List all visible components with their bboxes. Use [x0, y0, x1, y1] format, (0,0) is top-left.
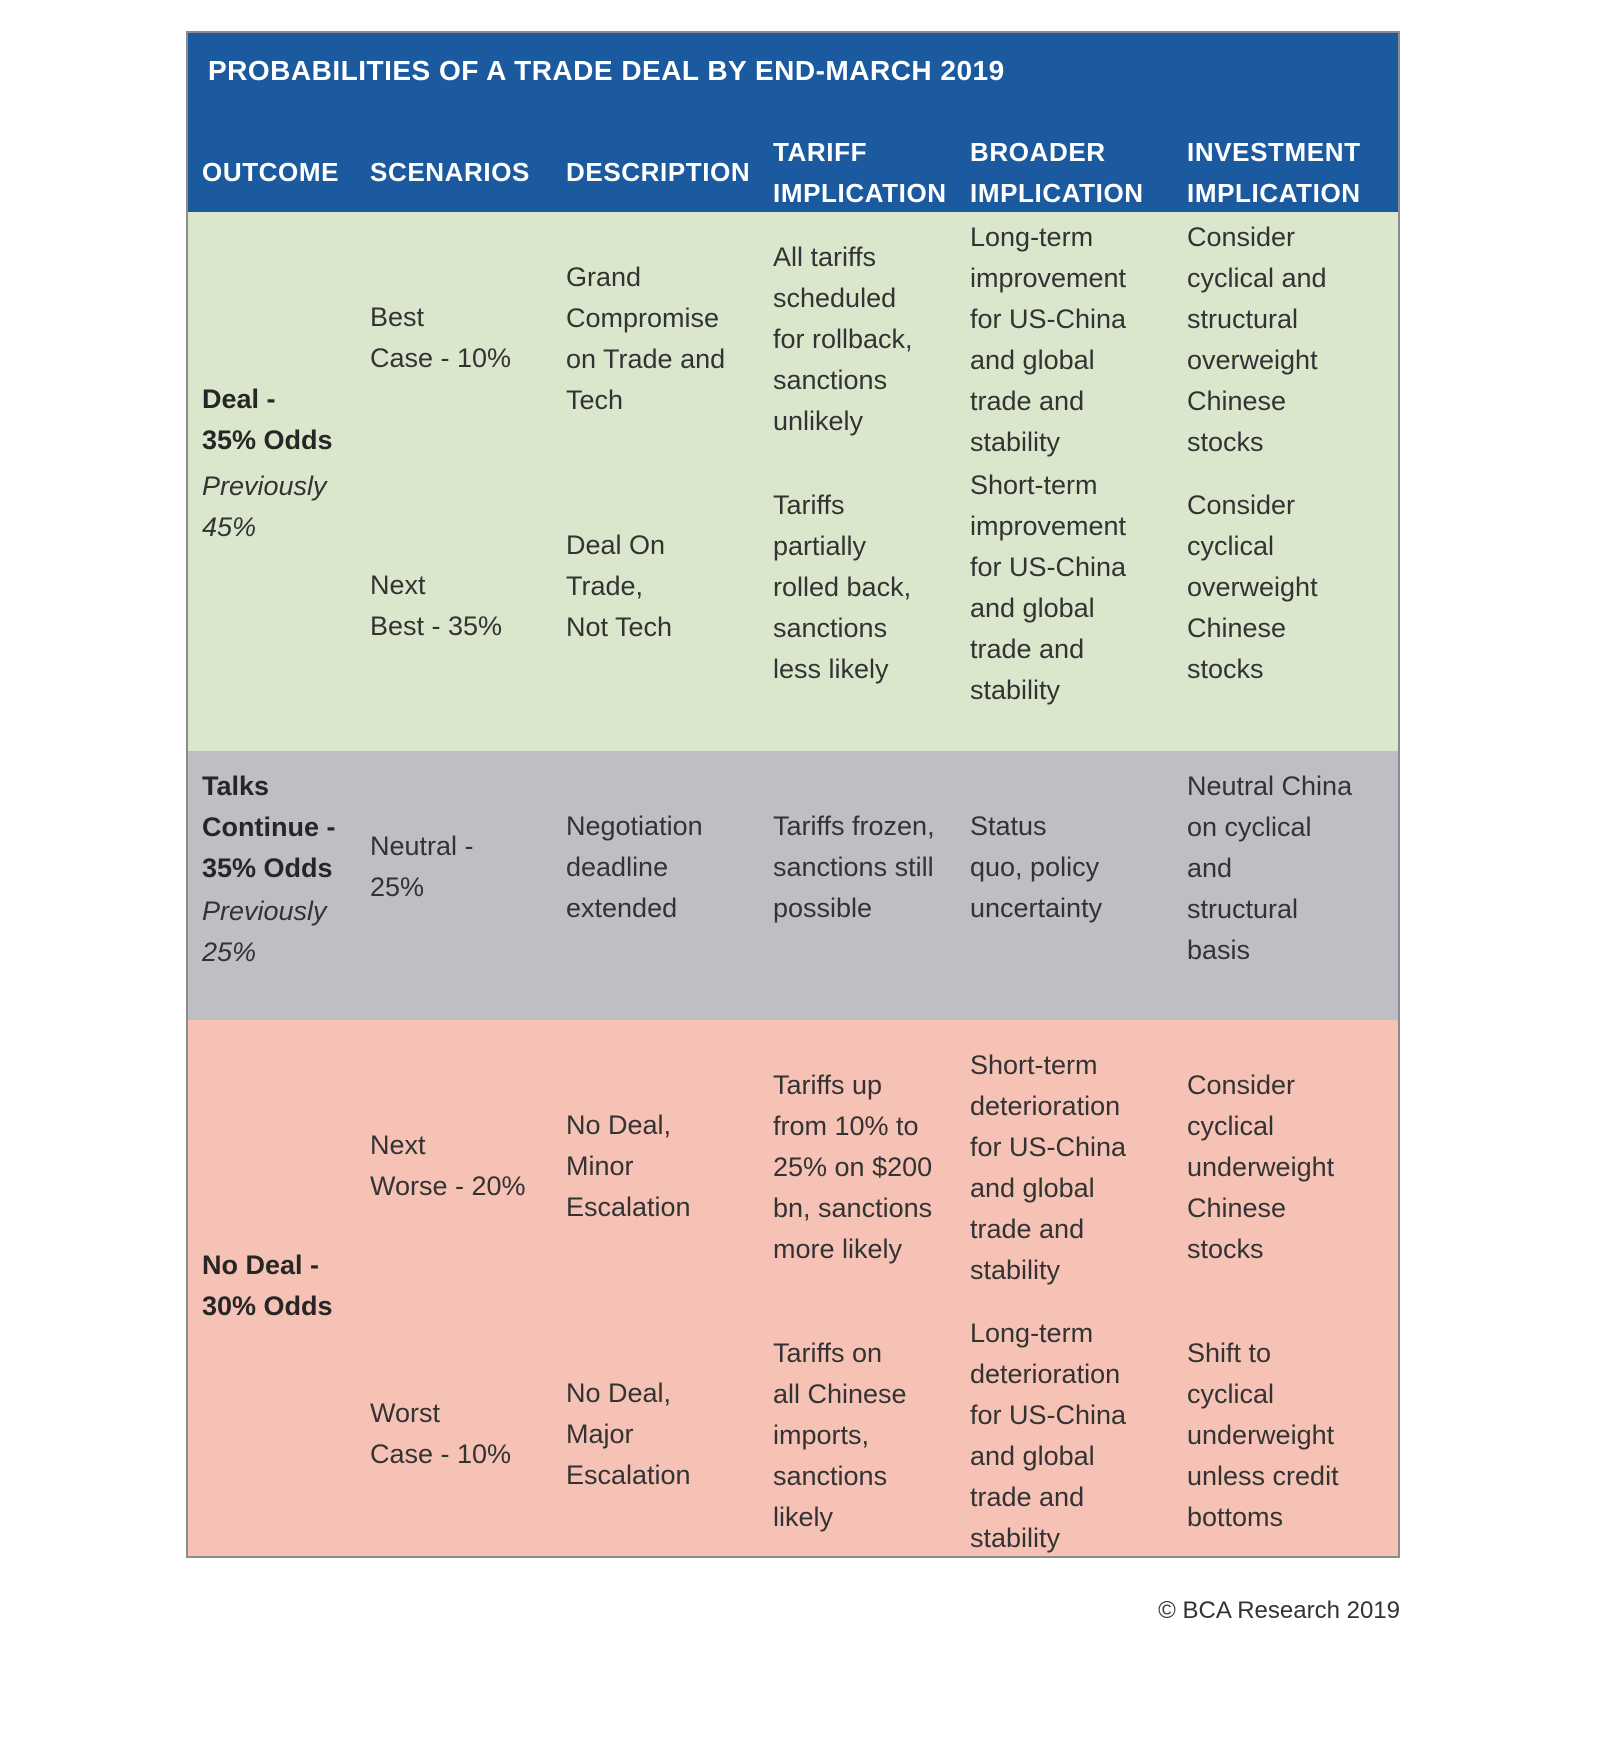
broader-cell: Short-term improvement for US-China and global trade and stability: [970, 470, 1127, 705]
tariff-cell: Tariffs frozen, sanctions still possible: [773, 811, 935, 923]
column-header-investment: INVESTMENT IMPLICATION: [1187, 137, 1361, 208]
investment-cell: Consider cyclical overweight Chinese stocks: [1187, 490, 1318, 684]
description-cell: Grand Compromise on Trade and Tech: [566, 262, 726, 415]
scenario-cell: Next Worse - 20%: [370, 1130, 526, 1201]
table-header-band: [188, 33, 1398, 212]
column-header-scenarios: SCENARIOS: [370, 157, 530, 187]
table-title: PROBABILITIES OF A TRADE DEAL BY END-MARCH 2019: [208, 55, 1005, 86]
investment-cell: Shift to cyclical underweight unless credit bottoms: [1187, 1338, 1339, 1532]
outcome-label: Talks Continue - 35% Odds: [202, 771, 336, 883]
broader-cell: Long-term deterioration for US-China and global trade and stability: [970, 1318, 1127, 1553]
tariff-cell: Tariffs on all Chinese imports, sanctions likely: [773, 1338, 907, 1532]
outcome-band-no-deal: [188, 1020, 1398, 1558]
column-header-outcome: OUTCOME: [202, 157, 340, 187]
broader-cell: Short-term deterioration for US-China and global trade and stability: [970, 1050, 1127, 1285]
column-header-broader: BROADER IMPLICATION: [970, 137, 1144, 208]
outcome-previous: Previously 45%: [202, 471, 327, 542]
scenario-cell: Worst Case - 10%: [370, 1398, 512, 1469]
investment-cell: Consider cyclical underweight Chinese stocks: [1187, 1070, 1335, 1264]
description-cell: No Deal, Major Escalation: [566, 1378, 691, 1490]
outcome-band-talks-continue: [188, 751, 1398, 1020]
source-credit: © BCA Research 2019: [1158, 1597, 1400, 1624]
outcome-previous: Previously 25%: [202, 896, 327, 967]
table-frame: [186, 31, 1400, 1558]
column-header-tariff: TARIFF IMPLICATION: [773, 137, 947, 208]
broader-cell: Status quo, policy uncertainty: [970, 811, 1103, 923]
scenario-cell: Next Best - 35%: [370, 570, 503, 641]
description-cell: Deal On Trade, Not Tech: [566, 530, 673, 642]
investment-cell: Consider cyclical and structural overweight Chinese stocks: [1187, 222, 1327, 457]
investment-cell: Neutral China on cyclical and structural basis: [1187, 771, 1353, 965]
tariff-cell: Tariffs up from 10% to 25% on $200 bn, sanctions more likely: [773, 1070, 933, 1264]
description-cell: Negotiation deadline extended: [566, 811, 703, 923]
tariff-cell: All tariffs scheduled for rollback, sanctions unlikely: [773, 242, 913, 436]
description-cell: No Deal, Minor Escalation: [566, 1110, 691, 1222]
outcome-band-deal: [188, 212, 1398, 751]
outcome-label: Deal - 35% Odds: [202, 384, 333, 455]
column-header-description: DESCRIPTION: [566, 157, 751, 187]
scenario-cell: Neutral - 25%: [370, 831, 474, 902]
tariff-cell: Tariffs partially rolled back, sanctions less likely: [773, 490, 912, 684]
broader-cell: Long-term improvement for US-China and global trade and stability: [970, 222, 1127, 457]
outcome-label: No Deal - 30% Odds: [202, 1250, 333, 1321]
scenario-cell: Best Case - 10%: [370, 302, 512, 373]
